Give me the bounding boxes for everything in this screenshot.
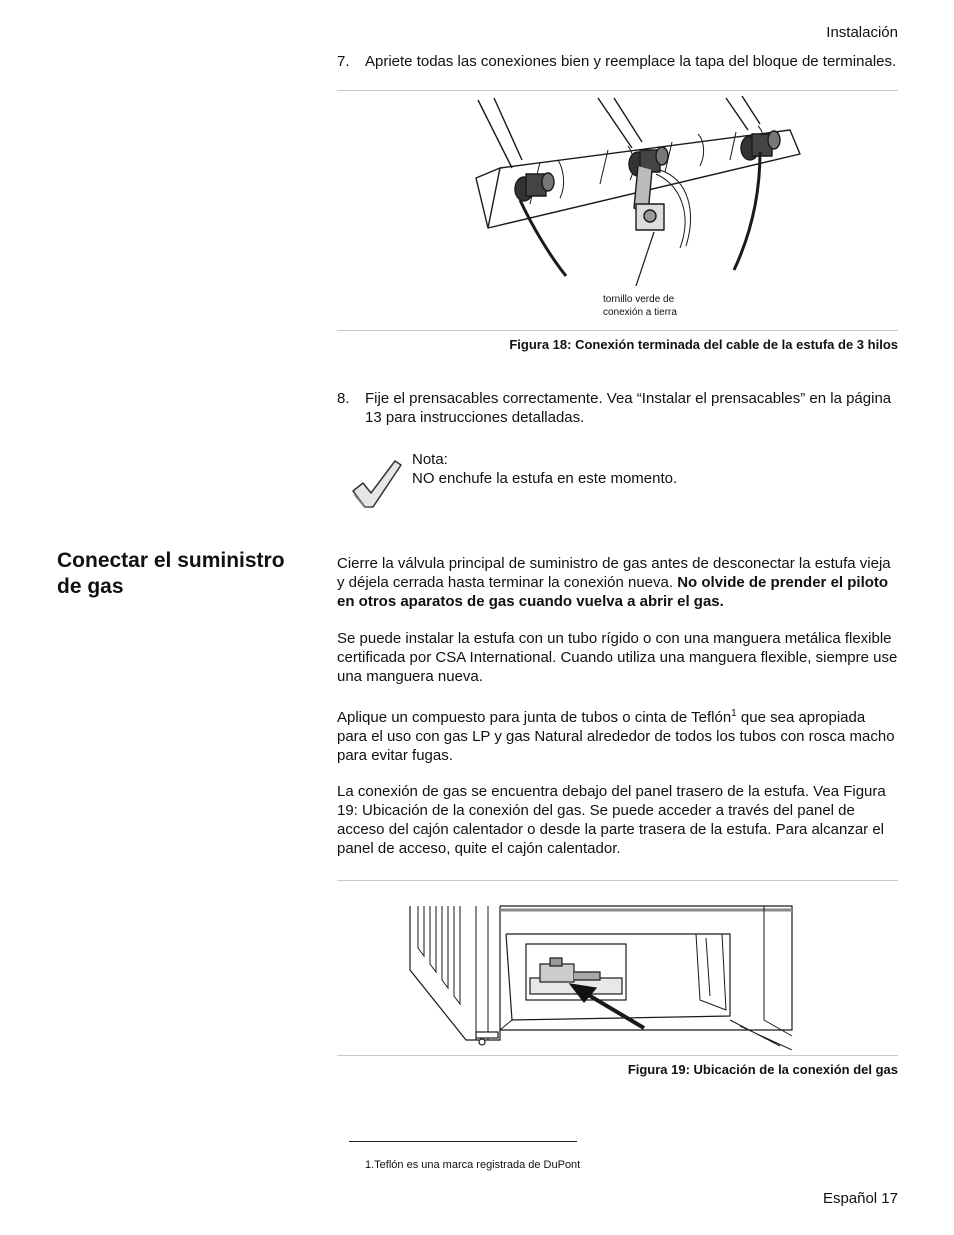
step-text: Fije el prensacables correctamente. Vea “Instalar el prensacables” en la página 13 para instrucciones detalladas. — [365, 390, 892, 426]
running-header: Instalación — [826, 24, 898, 41]
section-heading: Conectar el suministro de gas — [57, 549, 285, 598]
figure-18-callout: tornillo verde de conexión a tierra — [603, 294, 677, 318]
figure-bottom-rule — [337, 1055, 898, 1056]
note-label: Nota: — [412, 451, 448, 468]
figure-bottom-rule — [337, 330, 898, 331]
figure-18-caption: Figura 18: Conexión terminada del cable de la estufa de 3 hilos — [509, 337, 898, 352]
page-footer: Español 17 — [822, 1190, 898, 1207]
paragraph-3: Aplique un compuesto para junta de tubos o cinta de Teflón$^1$ que sea apropiada para el uso con gas LP y gas Natural alrededor de todos los tubos con rosca macho para evitar fugas. — [337, 708, 895, 764]
gas-connection-illustration — [400, 900, 810, 1050]
step-7 — [337, 52, 899, 71]
paragraph-2: Se puede instalar la estufa con un tubo rígido o con una manguera metálica flexible certificada por CSA International. Cuando utiliza una manguera flexible, siempre use una manguera nueva. — [337, 630, 898, 685]
step-number: 7. — [337, 53, 350, 70]
checkmark-icon — [349, 455, 405, 511]
figure-19-caption: Figura 19: Ubicación de la conexión del gas — [627, 1062, 898, 1077]
footnote-rule — [349, 1141, 577, 1142]
note-text: NO enchufe la estufa en este momento. — [412, 470, 678, 487]
step-8 — [337, 389, 899, 427]
footnote: 1.Teflón es una marca registrada de DuPont — [365, 1159, 581, 1171]
figure-top-rule — [337, 90, 898, 91]
paragraph-4: La conexión de gas se encuentra debajo del panel trasero de la estufa. Vea Figura 19: Ubicación de la conexión del gas. Se puede acceder a través del panel de acceso del cajón calentador o desde la parte trasera de la estufa. Para alcanzar el panel de acceso, quite el cajón calentador. — [337, 783, 886, 857]
step-number: 8. — [337, 390, 350, 407]
step-text: Apriete todas las conexiones bien y reemplace la tapa del bloque de terminales. — [365, 53, 897, 70]
figure-top-rule — [337, 880, 898, 881]
terminal-block-illustration — [460, 96, 820, 286]
paragraph-1: Cierre la válvula principal de suministro de gas antes de desconectar la estufa vieja y déjela cerrada hasta terminar la conexión nueva. No olvide de prender el piloto en otros aparatos de gas cuando vuelva a abrir el gas. — [337, 555, 891, 610]
footnote-marker: 1 — [731, 708, 737, 719]
